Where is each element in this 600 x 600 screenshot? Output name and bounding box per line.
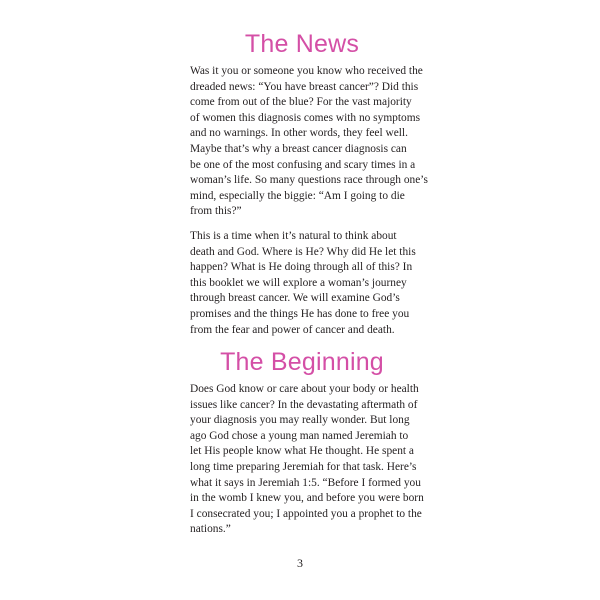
text-line: issues like cancer? In the devastating aftermath of (190, 398, 418, 411)
text-line: This is a time when it’s natural to think about (190, 229, 397, 242)
text-line: Does God know or care about your body or health (190, 383, 419, 396)
section-heading-the-news: The News (244, 30, 360, 58)
text-line: mind, especially the biggie: “Am I going to die (190, 189, 405, 202)
text-line: nations.” (190, 523, 231, 536)
text-line: ago God chose a young man named Jeremiah to (190, 429, 409, 442)
text-line: I consecrated you; I appointed you a prophet to the (190, 507, 422, 520)
text-line: Was it you or someone you know who received the (190, 65, 423, 77)
paragraph (190, 382, 424, 538)
paragraph (190, 229, 414, 338)
text-line: this booklet we will explore a woman’s journey (190, 276, 407, 289)
text-line: in the womb I knew you, and before you were born (190, 492, 424, 505)
text-line: happen? What is He doing through all of this? In (190, 261, 413, 274)
text-column (190, 28, 428, 538)
text-line: your diagnosis you may really wonder. But long (190, 414, 410, 427)
text-line: of women this diagnosis comes with no symptoms (190, 111, 421, 124)
section-heading-the-beginning: The Beginning (220, 348, 384, 377)
paragraph (190, 64, 428, 220)
text-line: promises and the things He has done to free you (190, 307, 410, 320)
text-line: and no warnings. In other words, they feel well. (190, 127, 408, 140)
text-line: let His people know what He thought. He spent a (190, 445, 414, 458)
text-line: from the fear and power of cancer and death. (190, 323, 395, 336)
text-line: woman’s life. So many questions race through one’s (190, 174, 428, 187)
text-line: from this?” (190, 205, 242, 218)
text-line: be one of the most confusing and scary times in a (190, 158, 416, 171)
text-line: death and God. Where is He? Why did He let this (190, 245, 416, 258)
text-line: through breast cancer. We will examine God’s (190, 292, 400, 305)
text-line: come from out of the blue? For the vast majority (190, 96, 412, 109)
text-line: what it says in Jeremiah 1:5. “Before I formed you (190, 476, 421, 489)
page-number: 3 (297, 556, 303, 570)
text-line: Maybe that’s why a breast cancer diagnosis can (190, 142, 407, 155)
text-line: long time preparing Jeremiah for that task. Here’s (190, 461, 417, 474)
text-line: dreaded news: “You have breast cancer”? Did this (190, 80, 419, 93)
